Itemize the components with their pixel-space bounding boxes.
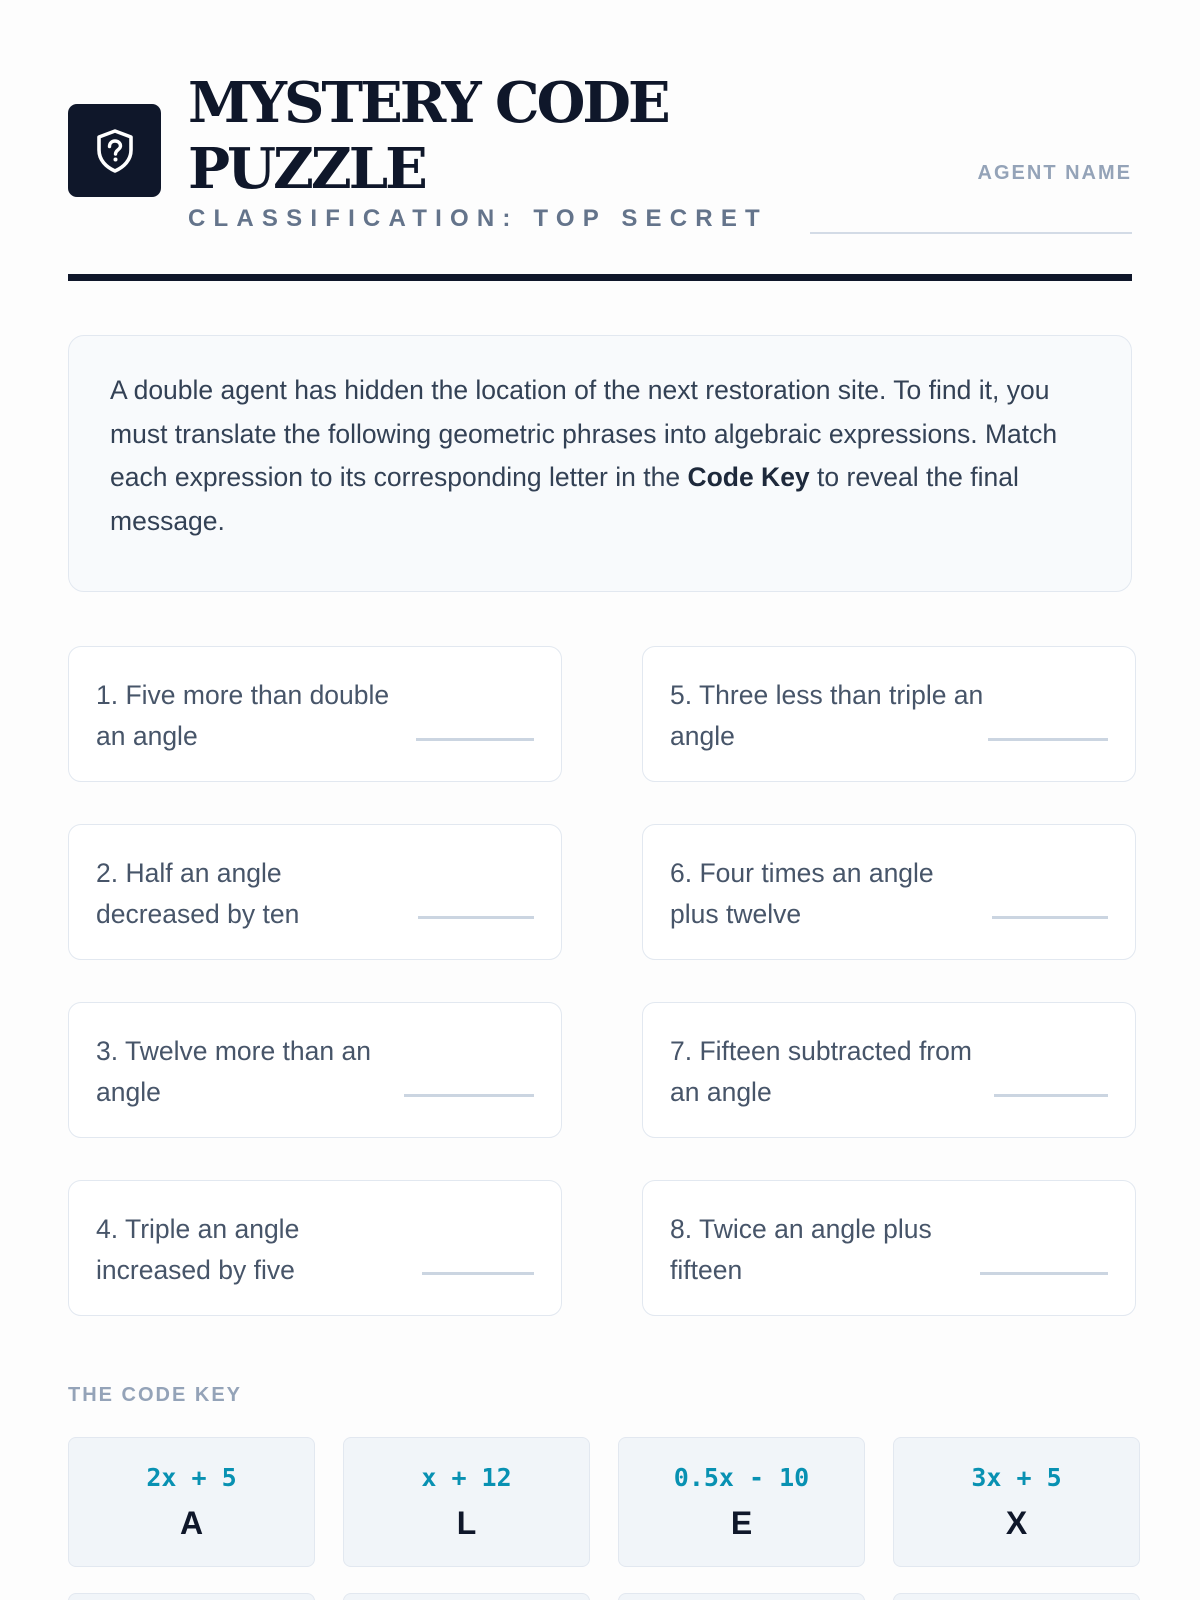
problem-text: 2. Half an angle decreased by ten bbox=[96, 858, 300, 929]
problem-card bbox=[68, 1002, 562, 1138]
code-key-card bbox=[618, 1437, 865, 1567]
answer-blank[interactable] bbox=[988, 738, 1108, 741]
code-key-card bbox=[343, 1437, 590, 1567]
key-expression: 3x + 5 bbox=[971, 1463, 1062, 1492]
header bbox=[68, 0, 1132, 282]
problem-card bbox=[642, 1180, 1136, 1316]
code-key-card bbox=[68, 1437, 315, 1567]
agent-name-field[interactable] bbox=[810, 232, 1132, 234]
code-key-card bbox=[893, 1437, 1140, 1567]
problem-card bbox=[68, 1180, 562, 1316]
answer-blank[interactable] bbox=[404, 1094, 534, 1097]
key-expression: x + 12 bbox=[421, 1463, 512, 1492]
answer-blank[interactable] bbox=[418, 916, 534, 919]
problem-text: 4. Triple an angle increased by five bbox=[96, 1214, 300, 1285]
key-expression: 2x + 5 bbox=[146, 1463, 237, 1492]
answer-blank[interactable] bbox=[422, 1272, 534, 1275]
problem-text: 8. Twice an angle plus fifteen bbox=[670, 1214, 932, 1285]
problem-card bbox=[68, 646, 562, 782]
agent-name-label: AGENT NAME bbox=[977, 162, 1132, 184]
page-title: MYSTERY CODE PUZZLE bbox=[188, 70, 668, 202]
code-key-card bbox=[893, 1593, 1140, 1600]
intro-text: A double agent has hidden the location of the next restoration site. To find it, you must translate the following geometric phrases into algebraic expressions. Match each expression to its corresponding letter in the bbox=[110, 375, 1058, 492]
logo-badge bbox=[68, 104, 161, 197]
key-letter: A bbox=[179, 1505, 204, 1541]
code-key-card bbox=[343, 1593, 590, 1600]
code-key-label: THE CODE KEY bbox=[68, 1384, 243, 1406]
key-letter: L bbox=[456, 1505, 477, 1541]
problem-text: 5. Three less than triple an angle bbox=[670, 680, 984, 751]
problem-grid bbox=[68, 646, 1132, 1316]
problem-text: 1. Five more than double an angle bbox=[96, 680, 390, 751]
classification-subtitle: CLASSIFICATION: TOP SECRET bbox=[188, 205, 768, 232]
problem-text: 7. Fifteen subtracted from an angle bbox=[670, 1036, 972, 1107]
key-expression: 0.5x - 10 bbox=[673, 1463, 810, 1492]
problem-card bbox=[642, 646, 1136, 782]
intro-bold-term: Code Key bbox=[687, 462, 810, 492]
header-divider bbox=[68, 274, 1132, 281]
key-letter: X bbox=[1005, 1505, 1028, 1541]
problem-card bbox=[642, 824, 1136, 960]
code-key-grid bbox=[68, 1437, 1132, 1600]
code-key-card bbox=[68, 1593, 315, 1600]
answer-blank[interactable] bbox=[992, 916, 1108, 919]
answer-blank[interactable] bbox=[980, 1272, 1108, 1275]
intro-box bbox=[68, 335, 1132, 592]
key-letter: E bbox=[730, 1505, 753, 1541]
problem-text: 3. Twelve more than an angle bbox=[96, 1036, 371, 1107]
problem-card bbox=[642, 1002, 1136, 1138]
problem-text: 6. Four times an angle plus twelve bbox=[670, 858, 934, 929]
answer-blank[interactable] bbox=[994, 1094, 1108, 1097]
problem-card bbox=[68, 824, 562, 960]
code-key-card bbox=[618, 1593, 865, 1600]
answer-blank[interactable] bbox=[416, 738, 534, 741]
intro-text-end: to reveal the final message. bbox=[110, 462, 1019, 536]
shield-question-icon bbox=[93, 127, 137, 175]
